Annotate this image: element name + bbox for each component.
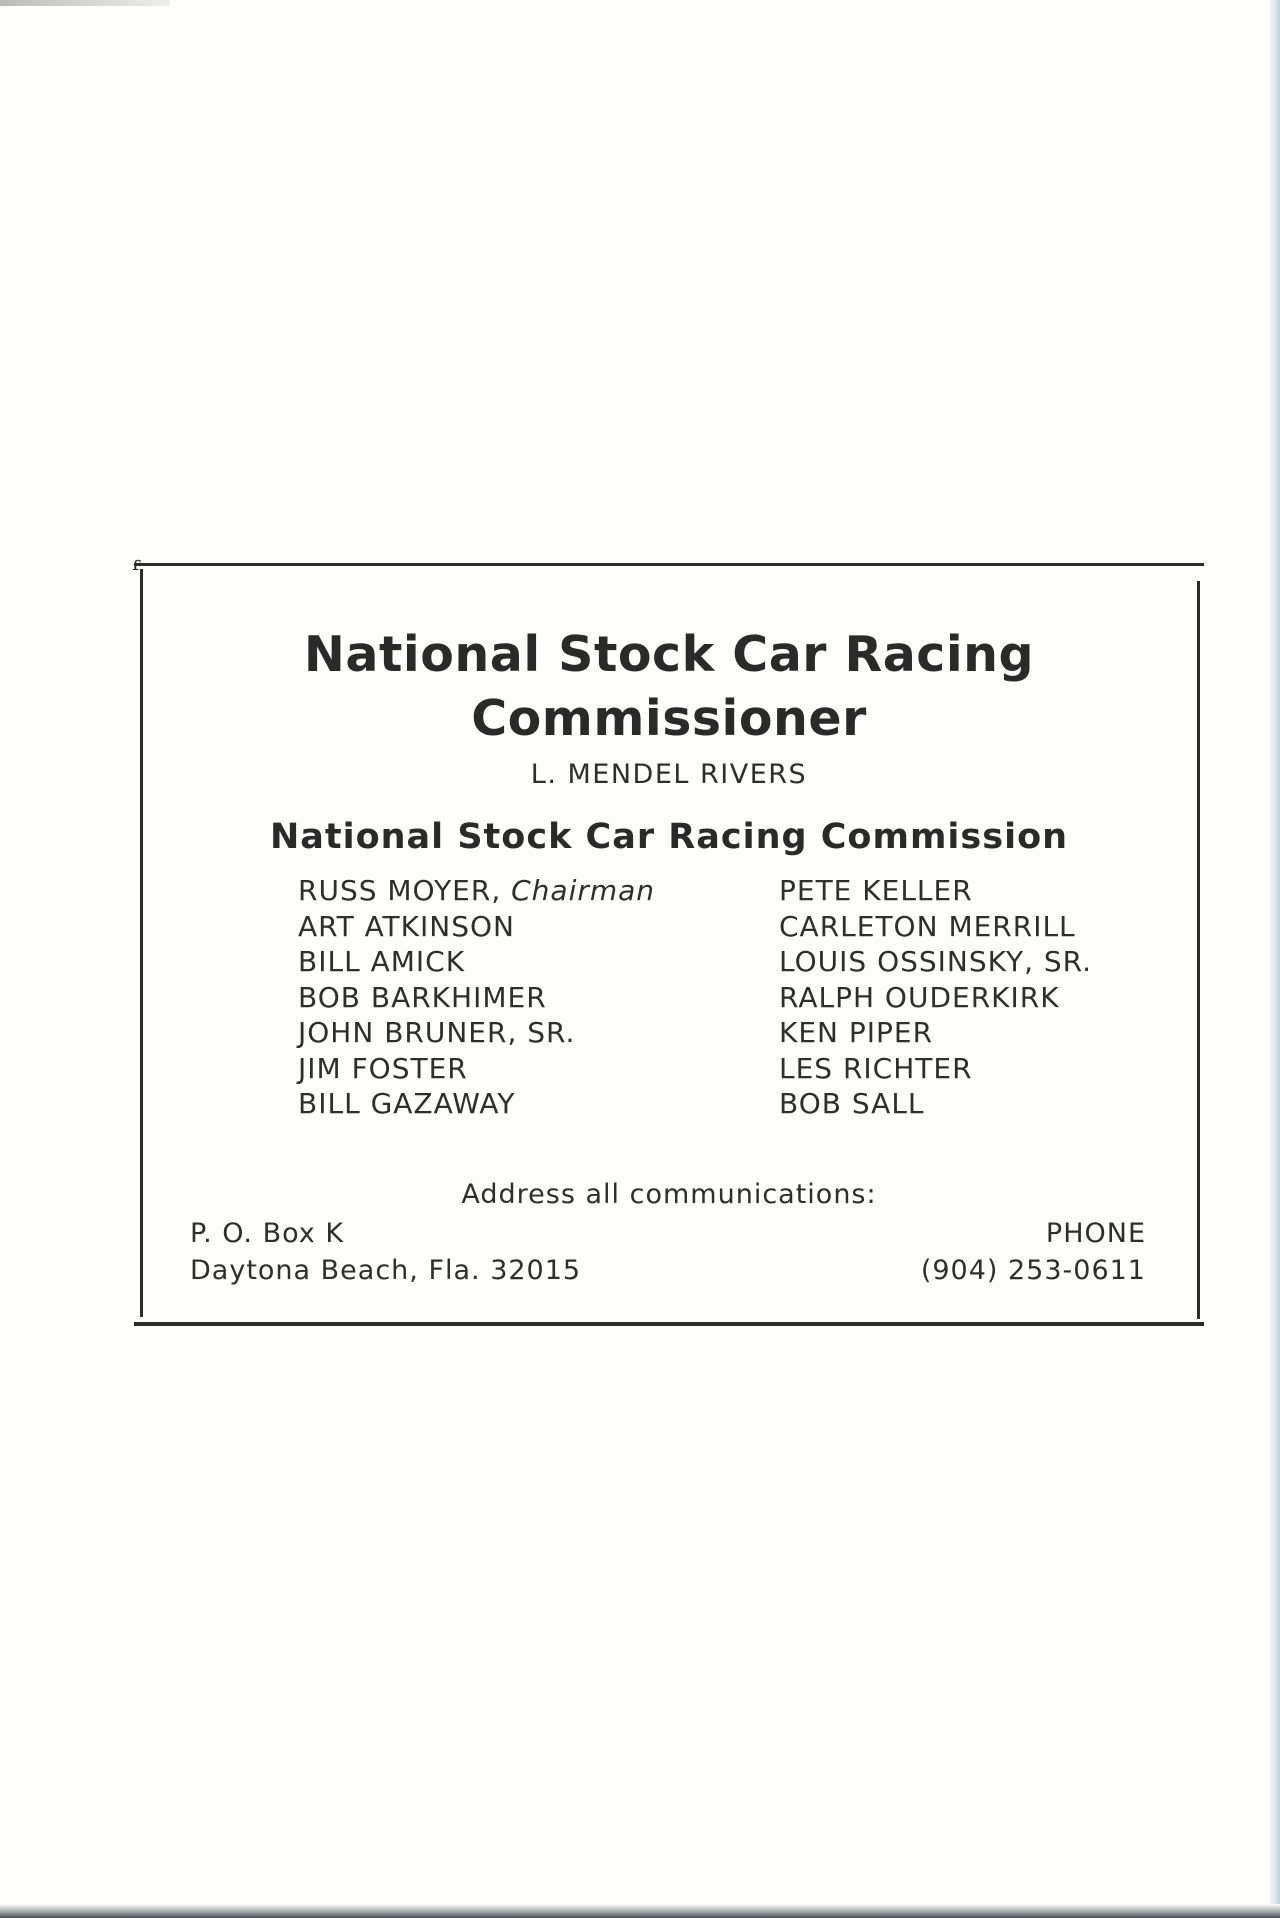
member-name: RUSS MOYER,	[298, 874, 502, 907]
list-item: KEN PIPER	[779, 1016, 934, 1049]
list-item: JIM FOSTER	[298, 1051, 468, 1085]
members-list-right	[779, 873, 1092, 1122]
commission-heading: National Stock Car Racing Commission	[269, 817, 1069, 857]
phone-number: (904) 253-0611	[920, 1255, 1146, 1286]
title-line: National Stock Car Racing	[303, 626, 1035, 683]
border-rule	[134, 563, 1204, 566]
notice-box	[132, 551, 1200, 1326]
title-line: Commissioner	[471, 690, 867, 747]
member-role: Chairman	[511, 874, 656, 907]
list-item: LOUIS OSSINSKY, SR.	[779, 945, 1093, 978]
list-item: BOB SALL	[779, 1087, 925, 1120]
members-list-left	[298, 873, 655, 1122]
phone-label: PHONE	[1045, 1218, 1146, 1249]
commissioner-name: L. MENDEL RIVERS	[530, 759, 808, 790]
city-line: Daytona Beach, Fla. 32015	[190, 1255, 582, 1286]
list-item	[298, 873, 655, 909]
border-rule	[134, 1322, 1204, 1326]
list-item: RALPH OUDERKIRK	[779, 980, 1060, 1014]
list-item: BILL GAZAWAY	[298, 1087, 516, 1120]
page-edge-shadow	[0, 0, 170, 6]
page-edge-shadow	[0, 1904, 1280, 1918]
list-item: BOB BARKHIMER	[298, 980, 547, 1014]
list-item: ART ATKINSON	[298, 909, 515, 943]
list-item: CARLETON MERRILL	[779, 909, 1076, 943]
corner-ink-mark: ɾ	[132, 551, 142, 575]
phone-block	[921, 1215, 1146, 1289]
address-lead: Address all communications:	[461, 1179, 877, 1210]
list-item: BILL AMICK	[298, 945, 466, 978]
notice-title	[138, 623, 1200, 751]
list-item: PETE KELLER	[779, 874, 973, 907]
list-item: JOHN BRUNER, SR.	[298, 1016, 576, 1049]
mailing-address	[190, 1215, 581, 1289]
list-item: LES RICHTER	[779, 1051, 973, 1085]
po-box: P. O. Box K	[190, 1218, 345, 1249]
page-edge-shadow	[1270, 0, 1280, 1918]
